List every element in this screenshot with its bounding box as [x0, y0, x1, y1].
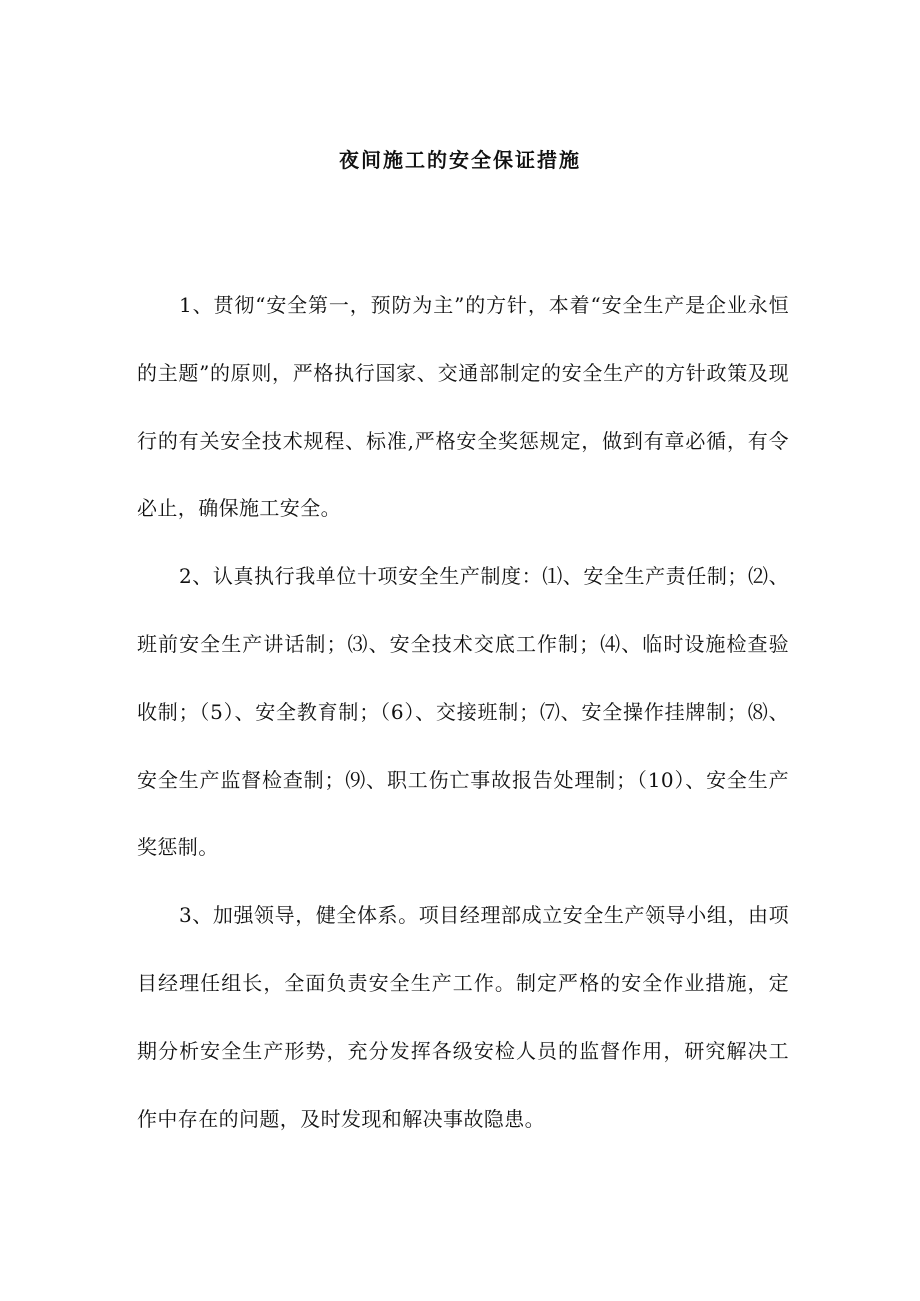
paragraph-3: 3、加强领导，健全体系。项目经理部成立安全生产领导小组，由项目经理任组长，全面负责安全生产工作。制定严格的安全作业措施，定期分析安全生产形势，充分发挥各级安检人员的监督作用，研究解决工作中存在的问题，及时发现和解决事故隐患。 [137, 903, 789, 1131]
paragraph-1: 1、贯彻“安全第一，预防为主”的方针，本着“安全生产是企业永恒的主题”的原则，严格执行国家、交通部制定的安全生产的方针政策及现行的有关安全技术规程、标准,严格安全奖惩规定，做到有章必循，有令必止，确保施工安全。 [137, 293, 789, 521]
paragraph-2: 2、认真执行我单位十项安全生产制度：⑴、安全生产责任制；⑵、班前安全生产讲话制；⑶、安全技术交底工作制；⑷、临时设施检查验收制；（5）、安全教育制；（6）、交接班制；⑺、安全操作挂牌制；⑻、安全生产监督检查制；⑼、职工伤亡事故报告处理制；（10）、安全生产奖惩制。 [137, 564, 789, 860]
document-body [137, 272, 789, 1153]
page-title: 夜间施工的安全保证措施 [339, 148, 581, 172]
